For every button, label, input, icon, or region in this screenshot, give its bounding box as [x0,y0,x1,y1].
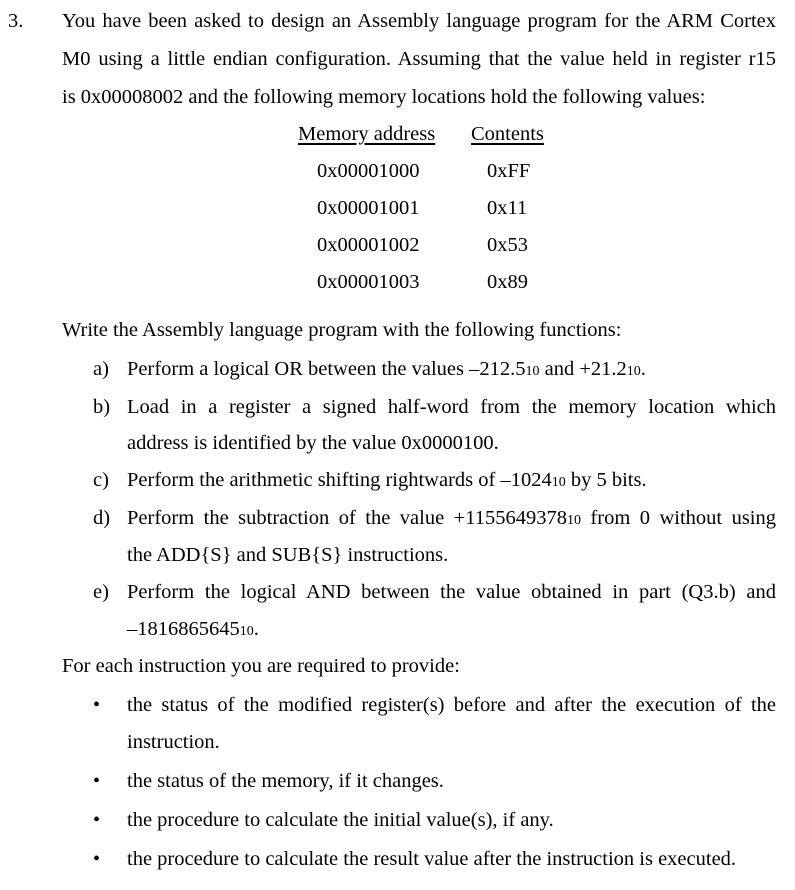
task-b-line-1: Load in a register a signed half-word from the memory location which [127,396,776,418]
task-a-marker: a) [93,358,109,380]
task-c-text: Perform the arithmetic shifting rightwards of –102410 by 5 bits. [127,469,647,491]
requirement-2-line-1: the status of the memory, if it changes. [127,770,444,792]
requirement-1-line-1: the status of the modified register(s) before and after the execution of the [127,694,776,716]
table-cell-contents: 0xFF [487,160,531,182]
table-cell-address: 0x00001003 [317,271,420,293]
task-b-marker: b) [93,396,111,418]
requirement-4-line-1: the procedure to calculate the result value after the instruction is executed. [127,848,737,870]
intro-line-2: M0 using a little endian configuration. Assuming that the value held in register r15 [62,48,776,70]
table-cell-contents: 0x89 [487,271,528,293]
intro-line-1: You have been asked to design an Assembly language program for the ARM Cortex [62,10,776,32]
task-c-marker: c) [93,469,109,491]
table-cell-contents: 0x11 [487,197,528,219]
table-header-address: Memory address [298,123,436,145]
task-b-line-2: address is identified by the value 0x0000100. [127,432,499,454]
bullet-icon: • [93,770,101,792]
table-cell-address: 0x00001002 [317,234,420,256]
task-d-marker: d) [93,507,111,529]
bullet-icon: • [93,694,101,716]
bullet-icon: • [93,809,101,831]
task-intro: Write the Assembly language program with the following functions: [62,319,622,341]
task-a-text: Perform a logical OR between the values –212.510 and +21.210. [127,358,646,380]
task-d-line-1: Perform the subtraction of the value +115564937810 from 0 without using [127,507,776,529]
task-d-line-2: the ADD{S} and SUB{S} instructions. [127,544,449,566]
table-header-contents: Contents [471,123,544,145]
question-number: 3. [8,10,24,32]
task-e-line-2: –181686564510. [127,618,259,640]
table-cell-contents: 0x53 [487,234,528,256]
requirement-1-line-2: instruction. [127,731,220,753]
requirement-3-line-1: the procedure to calculate the initial value(s), if any. [127,809,554,831]
table-cell-address: 0x00001000 [317,160,420,182]
bullet-icon: • [93,848,101,870]
table-cell-address: 0x00001001 [317,197,420,219]
intro-line-3: is 0x00008002 and the following memory locations hold the following values: [62,86,706,108]
task-e-marker: e) [93,581,109,603]
requirements-intro: For each instruction you are required to provide: [62,655,460,677]
task-e-line-1: Perform the logical AND between the value obtained in part (Q3.b) and [127,581,776,603]
